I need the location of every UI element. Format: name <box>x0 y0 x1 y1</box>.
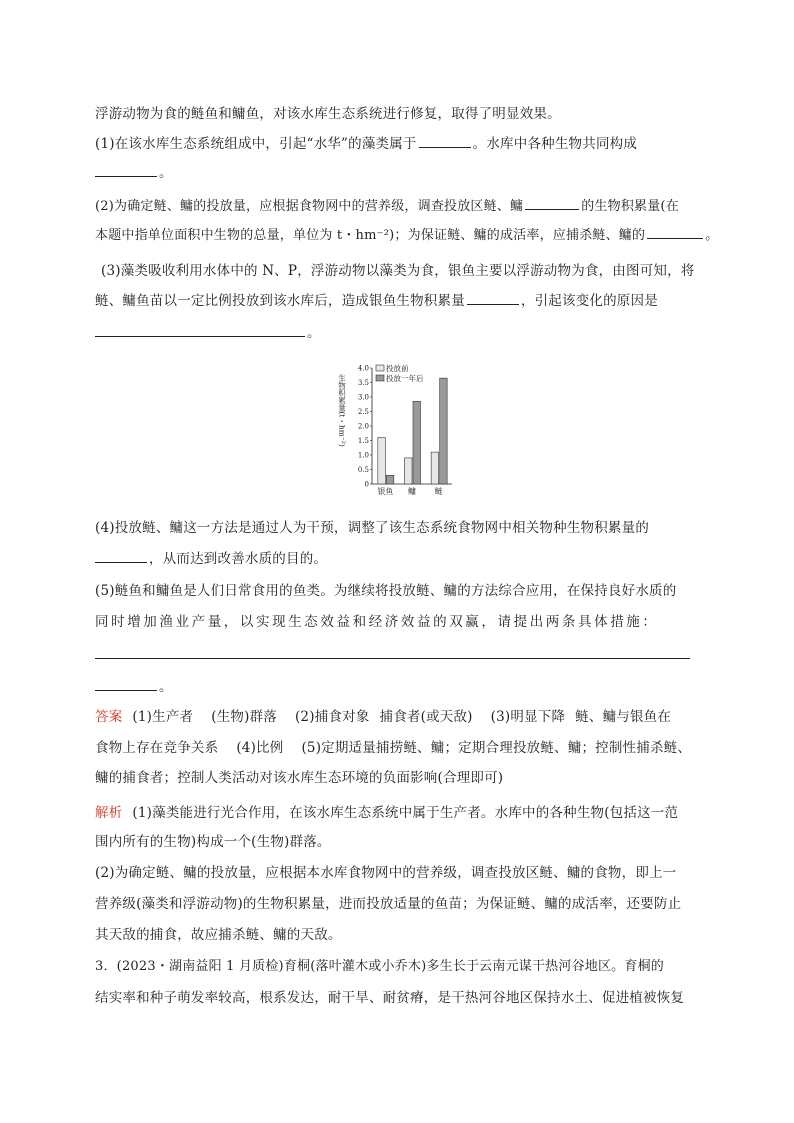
legend-label: 投放一年后 <box>386 374 424 383</box>
answer-line[interactable] <box>95 658 690 659</box>
text-line: 浮游动物为食的鲢鱼和鳙鱼，对该水库生态系统进行修复，取得了明显效果。 <box>95 106 561 122</box>
y-axis-label: 生物积累量(t・hm⁻²) <box>337 374 347 447</box>
question-2: (2)为确定鲢、鳙的投放量，应根据食物网中的营养级，调查投放区鲢、鳙 的生物积累量(在 <box>95 196 705 216</box>
answer-line-1: 答案 (1)生产者 (生物)群落 (2)捕食对象 捕食者(或天敌) (3)明显下降 鲢、鳙与银鱼在 <box>95 709 672 725</box>
text-line: ，从而达到改善水质的目的。 <box>95 549 705 568</box>
answer-blank[interactable] <box>467 291 519 305</box>
bar <box>405 458 413 484</box>
legend-swatch <box>376 375 384 381</box>
text-line: 本题中指单位面积中生物的总量，单位为 t・hm⁻²)；为保证鲢、鳙的成活率，应捕杀鲢、鳙的 。 <box>95 225 705 245</box>
explain-label: 解析 <box>95 805 123 821</box>
explain-line-4: 营养级(藻类和浮游动物)的生物积累量，进而投放适量的鱼苗；为保证鲢、鳙的成活率，还要防止 <box>95 896 682 912</box>
bar <box>440 378 448 484</box>
answer-line-2: 食物上存在竞争关系 (4)比例 (5)定期适量捕捞鲢、鳙；定期合理投放鲢、鳙；控制性捕杀鲢、 <box>95 740 692 756</box>
answer-label: 答案 <box>95 709 123 725</box>
answer-blank[interactable] <box>95 163 157 177</box>
answer-blank[interactable] <box>95 323 305 337</box>
x-tick-label: 银鱼 <box>377 487 394 496</box>
y-tick-label: 0 <box>364 480 369 489</box>
text-line: 鲢、鳙鱼苗以一定比例投放到该水库后，造成银鱼生物积累量 ，引起该变化的原因是 <box>95 293 658 309</box>
answer-blank[interactable] <box>647 225 703 239</box>
y-tick-label: 1.0 <box>357 451 369 460</box>
text-line: 。 <box>95 677 705 696</box>
explain-line-3: (2)为确定鲢、鳙的投放量，应根据本水库食物网中的营养级，调查投放区鲢、鳙的食物，即上一 <box>95 865 677 881</box>
explain-line-5: 其天敌的捕食，故应捕杀鲢、鳙的天敌。 <box>95 927 342 943</box>
legend-label: 投放前 <box>386 364 409 373</box>
question-3-stem: 3．(2023・湖南益阳 1 月质检)育桐(落叶灌木或小乔木)多生长于云南元谋干热河谷地区。育桐的 <box>95 959 664 974</box>
answer-blank[interactable] <box>95 549 147 563</box>
answer-line-3: 鳙的捕食者；控制人类活动对该水库生态环境的负面影响(合理即可) <box>95 770 504 786</box>
explain-line-1: 解析 (1)藻类能进行光合作用，在该水库生态系统中属于生产者。水库中的各种生物(包括这一范 <box>95 805 679 821</box>
x-tick-label: 鲢 <box>434 487 443 496</box>
bar <box>378 438 386 484</box>
bar <box>413 401 421 484</box>
question-3: (3)藻类吸收利用水体中的 N、P，浮游动物以藻类为食，银鱼主要以浮游动物为食，由图可知，将 <box>101 263 695 279</box>
y-tick-label: 3.5 <box>357 379 369 387</box>
y-tick-label: 4.0 <box>357 364 369 373</box>
question-5: (5)鲢鱼和鳙鱼是人们日常食用的鱼类。为继续将投放鲢、鳙的方法综合应用，在保持良好水质的 <box>95 583 677 599</box>
bar <box>431 452 439 484</box>
x-tick-label: 鳙 <box>408 487 416 496</box>
answer-blank[interactable] <box>95 677 157 691</box>
y-tick-label: 2.0 <box>357 422 369 431</box>
y-tick-label: 0.5 <box>357 466 369 474</box>
y-tick-label: 2.5 <box>357 408 369 416</box>
text-line: 。 <box>95 163 705 182</box>
question-4: (4)投放鲢、鳙这一方法是通过人为干预，调整了该生态系统食物网中相关物种生物积累量的 <box>95 520 650 536</box>
text-line: 。 <box>95 323 705 342</box>
y-tick-label: 3.0 <box>357 393 369 402</box>
text-line: 同时增加渔业产量，以实现生态效益和经济效益的双赢，请提出两条具体措施： <box>95 614 659 630</box>
y-tick-label: 1.5 <box>357 437 369 445</box>
answer-blank[interactable] <box>419 134 471 148</box>
bar <box>386 475 394 484</box>
text-line: 结实率和种子萌发率较高，根系发达，耐干旱、耐贫瘠，是干热河谷地区保持水土、促进植被恢复 <box>95 990 685 1006</box>
legend-swatch <box>376 365 384 371</box>
explain-line-2: 围内所有的生物)构成一个(生物)群落。 <box>95 834 331 850</box>
question-1: (1)在该水库生态系统组成中，引起“水华”的藻类属于 。水库中各种生物共同构成 <box>95 136 638 152</box>
answer-blank[interactable] <box>525 196 579 210</box>
bar-chart <box>335 360 475 502</box>
